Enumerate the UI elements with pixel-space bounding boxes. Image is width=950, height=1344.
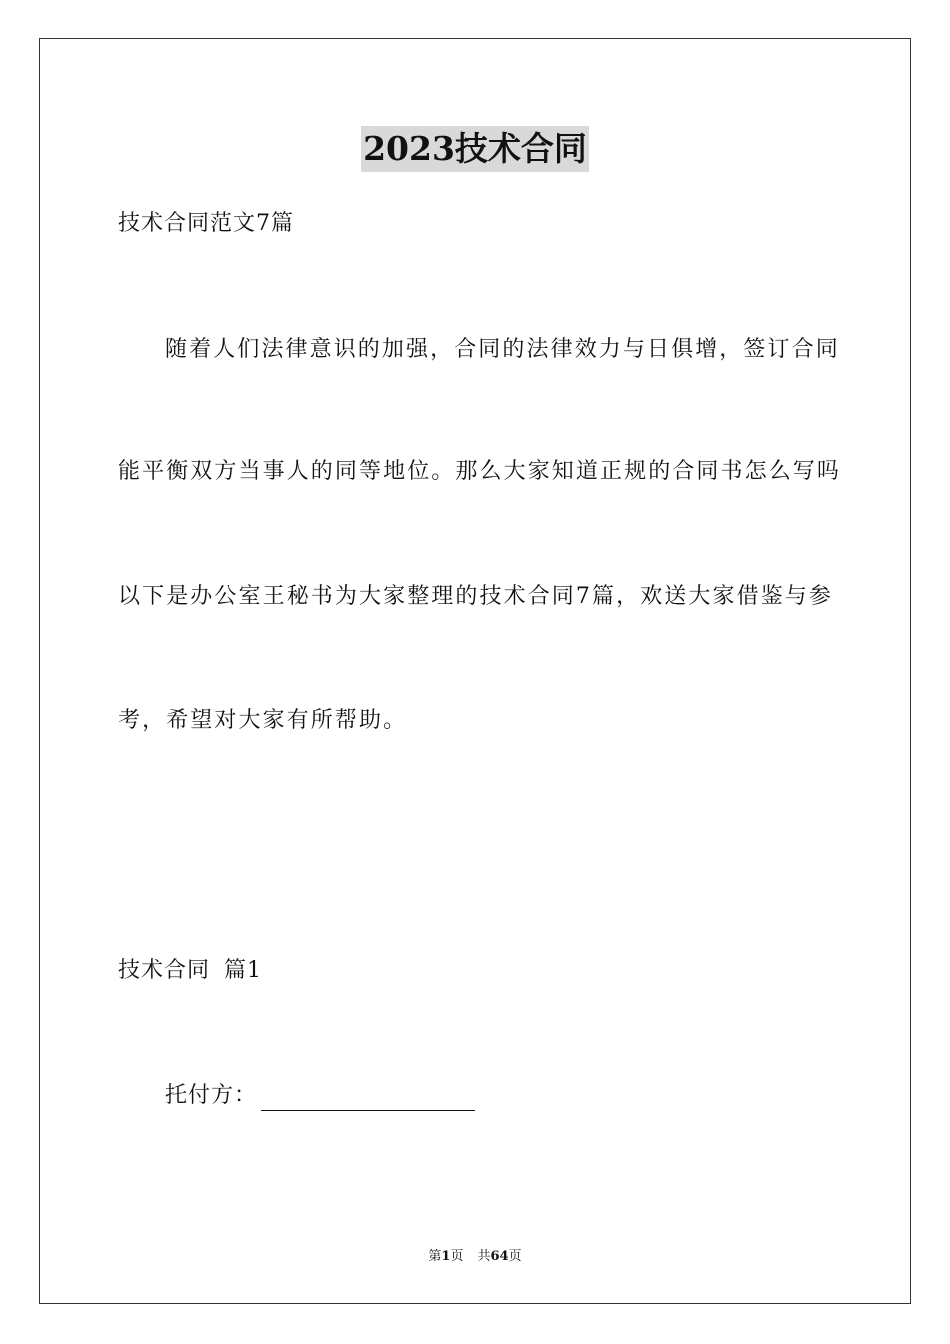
footer-total-suffix: 页 xyxy=(508,1249,522,1264)
footer-page-suffix: 页 xyxy=(450,1249,464,1264)
footer-page-prefix: 第 xyxy=(428,1249,442,1264)
intro-line-1: 随着人们法律意识的加强，合同的法律效力与日俱增，签订合同 xyxy=(165,337,840,362)
section-heading-number: 篇1 xyxy=(224,958,263,983)
section-heading xyxy=(118,956,262,986)
intro-line-3: 以下是办公室王秘书为大家整理的技术合同7篇，欢送大家借鉴与参 xyxy=(118,584,833,609)
title-container xyxy=(0,126,950,172)
document-subtitle: 技术合同范文7篇 xyxy=(118,211,294,236)
document-title: 2023技术合同 xyxy=(361,126,589,172)
party-row xyxy=(165,1081,475,1111)
party-fill-blank[interactable] xyxy=(261,1088,475,1111)
section-heading-name: 技术合同 xyxy=(118,958,211,983)
party-label: 托付方： xyxy=(165,1083,258,1108)
footer-total-prefix: 共 xyxy=(477,1249,491,1264)
footer-page-current: 1 xyxy=(441,1249,451,1264)
intro-line-2: 能平衡双方当事人的同等地位。那么大家知道正规的合同书怎么写吗 xyxy=(118,459,842,484)
footer-page-total: 64 xyxy=(490,1249,509,1264)
page-footer xyxy=(0,1248,950,1266)
intro-line-4: 考，希望对大家有所帮助。 xyxy=(118,708,408,733)
